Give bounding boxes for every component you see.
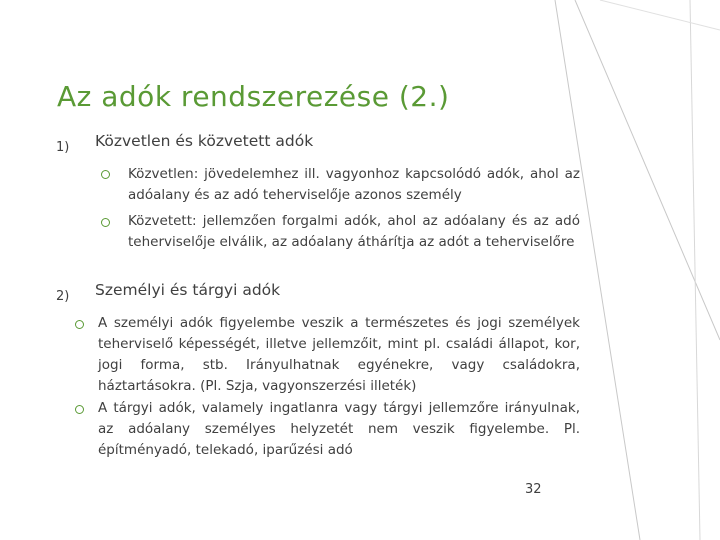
section-number: 1): [56, 140, 70, 155]
bullet-text: A tárgyi adók, valamely ingatlanra vagy tárgyi jellemzőre irányulnak, az adóalany személyes helyzetét nem veszik figyelembe. Pl. építményadó, telekadó, iparűzési adó: [98, 400, 580, 458]
bullet-text: A személyi adók figyelembe veszik a természetes és jogi személyek teherviselő képességét, illetve jellemzőit, mint pl. családi állapot, kor, jogi forma, stb. Irányulhatnak egyénekre, vagy családokra, háztartásokra. (Pl. Szja, vagyonszerzési illeték): [98, 315, 580, 394]
bullet-icon: [101, 218, 110, 227]
section-heading: Személyi és tárgyi adók: [95, 281, 281, 299]
bullet-icon: [75, 320, 84, 329]
bullet-text: Közvetett: jellemzően forgalmi adók, ahol az adóalany és az adó teherviselője elválik, az adóalany áthárítja az adót a teherviselőre: [128, 213, 580, 250]
slide-title: Az adók rendszerezése (2.): [57, 80, 450, 113]
page-number: 32: [525, 482, 542, 497]
bullet-text: Közvetlen: jövedelemhez ill. vagyonhoz kapcsolódó adók, ahol az adóalany és az adó teherviselője azonos személy: [128, 166, 580, 203]
section-number: 2): [56, 289, 70, 304]
bullet-icon: [75, 405, 84, 414]
bullet-icon: [101, 170, 110, 179]
section-heading: Közvetlen és közvetett adók: [95, 132, 314, 150]
